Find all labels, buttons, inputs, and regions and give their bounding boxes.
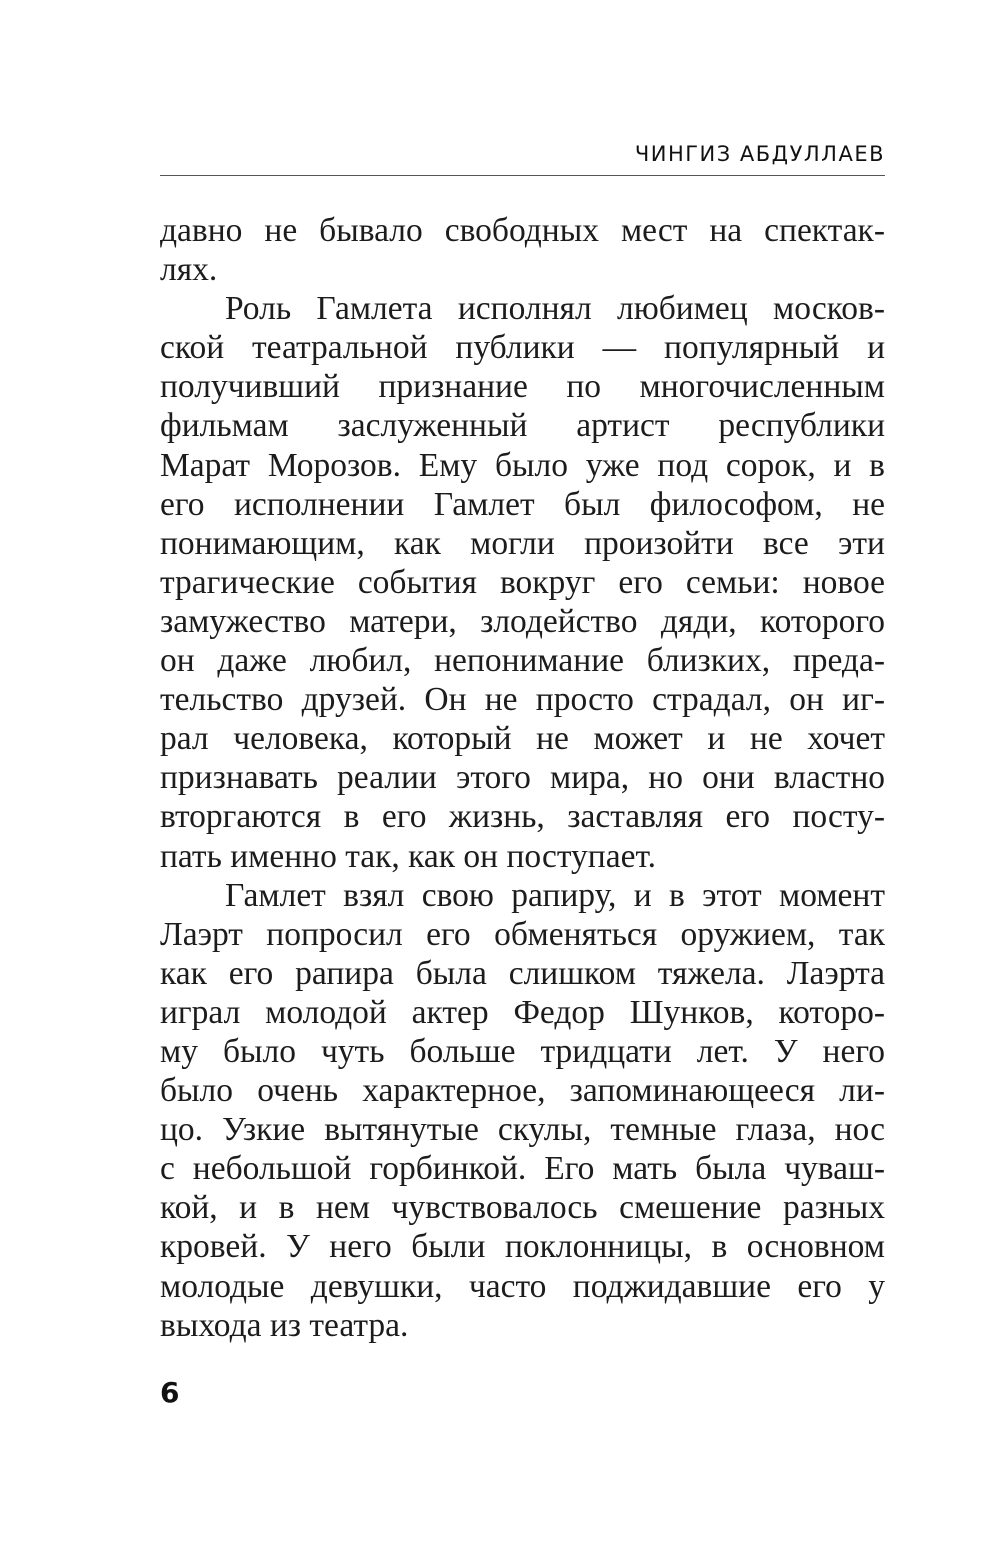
text-line: получивший признание по многочисленным (160, 368, 885, 406)
text-line: цо. Узкие вытянутые скулы, темные глаза, нос (160, 1111, 885, 1149)
text-line: выхода из театра. (160, 1306, 409, 1344)
text-line: фильмам заслуженный артист республики (160, 407, 885, 445)
text-line: пать именно так, как он поступает. (160, 837, 656, 875)
text-line: как его рапира была слишком тяжела. Лаэрта (160, 954, 885, 992)
text-line: с небольшой горбинкой. Его мать была чуваш- (160, 1150, 885, 1188)
text-line: кой, и в нем чувствовалось смешение разных (160, 1189, 885, 1227)
text-line: ской театральной публики — популярный и (160, 329, 885, 367)
text-line: замужество матери, злодейство дяди, которого (160, 602, 885, 640)
header-rule (160, 175, 885, 176)
text-line: рал человека, который не может и не хочет (160, 720, 885, 758)
text-line: его исполнении Гамлет был философом, не (160, 485, 885, 523)
text-line: Гамлет взял свою рапиру, и в этот момент (225, 876, 885, 914)
text-line: понимающим, как могли произойти все эти (160, 524, 885, 562)
text-line: кровей. У него были поклонницы, в основном (160, 1228, 885, 1266)
text-line: Лаэрт попросил его обменяться оружием, так (160, 915, 885, 953)
text-line: играл молодой актер Федор Шунков, которо- (160, 993, 885, 1031)
body-text (160, 211, 885, 1345)
text-line: признавать реалии этого мира, но они властно (160, 759, 885, 797)
text-line: вторгаются в его жизнь, заставляя его посту- (160, 798, 885, 836)
text-line: он даже любил, непонимание близких, преда- (160, 642, 885, 680)
running-header-author: ЧИНГИЗ АБДУЛЛАЕВ (634, 142, 885, 166)
text-line: тельство друзей. Он не просто страдал, он иг- (160, 681, 885, 719)
text-line: лях. (160, 251, 218, 289)
text-line: трагические события вокруг его семьи: новое (160, 563, 885, 601)
text-line: было очень характерное, запоминающееся ли- (160, 1072, 885, 1110)
text-line: давно не бывало свободных мест на спектак- (160, 212, 885, 249)
text-line: Марат Морозов. Ему было уже под сорок, и в (160, 446, 885, 484)
text-line: молодые девушки, часто поджидавшие его у (160, 1267, 885, 1305)
text-line: му было чуть больше тридцати лет. У него (160, 1032, 885, 1070)
text-line: Роль Гамлета исполнял любимец москов- (225, 290, 885, 328)
page-number: 6 (160, 1376, 180, 1409)
